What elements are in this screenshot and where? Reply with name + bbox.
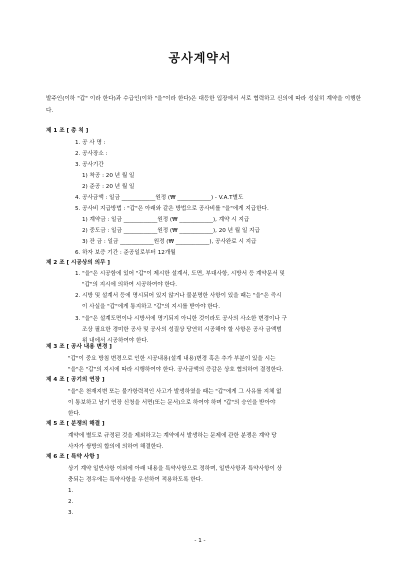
page-number: - 1 -: [194, 538, 206, 544]
obligation-3-line-1: 3. "을"은 설계도면이나 시방서에 명기되지 아니한 것이라도 공사의 사소한 변경이나 구: [75, 316, 287, 322]
obligation-3-line-3: 위 내에서 시공하여야 한다.: [82, 338, 149, 344]
special-clause-1: 1.: [68, 488, 74, 494]
obligation-2-line-2: 이 사실을 "갑"에게 통지하고 "갑"의 지시를 받아야 한다.: [82, 304, 220, 310]
obligation-1-line-1: 1. "을"은 시공함에 있어 "갑"이 제시한 설계서, 도면, 부대사항, 시방서 등 계약문서 및: [75, 271, 285, 277]
special-clause-3: 3.: [68, 510, 74, 516]
article-2-heading: 제 2 조 [ 시공상의 의무 ]: [46, 260, 110, 266]
payment-method-line: 5. 공사비 지급방법 : "갑"은 아래와 같은 방법으로 공사비를 "을"에게 지급한다.: [75, 206, 269, 212]
document-title: 공사계약서: [168, 51, 232, 65]
project-period-line: 3. 공사기간: [75, 162, 104, 168]
article-4-heading: 제 4 조 [ 공기의 연장 ]: [46, 377, 105, 383]
interim-payment-line: 2) 중도금 : 일금 ____________원정 (₩ ____________), 20 년 월 일 지급: [82, 228, 260, 234]
article-5-heading: 제 5 조 [ 분쟁의 해결 ]: [46, 421, 105, 427]
article-3-line-2: "을"은 "갑"의 지시에 따라 시행하여야 한다. 공사금액의 증감은 상호 협의하여 결정한다.: [68, 367, 284, 373]
article-5-line-2: 사자가 쌍방의 합의에 의하여 해결한다.: [68, 444, 164, 450]
special-clause-2: 2.: [68, 499, 74, 505]
intro-paragraph: 발주인(이하 "갑" 이라 한다)과 수급인(이하 "을"이라 한다)은 대등한 입장에서 서로 협력하고 신의에 따라 성실히 계약을 이행한다.: [46, 96, 361, 114]
obligation-3-line-2: 조상 필요한 경미한 공사 및 공사의 성질상 당연히 시공해야 할 사항은 공사 금액범: [82, 327, 282, 333]
project-name-line: 1. 공 사 명 :: [75, 140, 106, 146]
article-4-line-2: 이 통보하고 남기 연장 신청을 서면(또는 문서)으로 하여야 하며 "갑"의 승인을 받아야: [68, 400, 276, 406]
article-3-heading: 제 3 조 [ 공사 내용 변경 ]: [46, 344, 112, 350]
completion-date-line: 2) 준공 : 20 년 월 일: [82, 184, 135, 190]
article-6-line-1: 상기 계약 일반사항 이외에 아래 내용을 특약사항으로 정하며, 일반사항과 특약사항이 상: [68, 466, 283, 472]
article-6-line-2: 충되는 경우에는 특약사항을 우선하여 적용하도록 한다.: [68, 477, 203, 483]
obligation-2-line-1: 2. 시방 및 설계서 등에 명시되어 있지 않거나 불분명한 사항이 있을 때는 "을"은 즉시: [75, 293, 282, 299]
article-3-line-1: "갑"이 중요 방침 변경으로 인한 시공내용(설계 내용)변경 혹은 추가 부분이 있을 시는: [68, 356, 276, 362]
article-5-line-1: 계약에 별도로 규정된 것을 제외하고는 계약에서 발생하는 문제에 관한 분쟁은 계약 당: [68, 433, 277, 439]
project-location-line: 2. 공사장소 :: [75, 151, 108, 157]
warranty-period-line: 6. 하자 보증 기간 : 준공일로부터 12개월: [75, 250, 176, 256]
balance-payment-line: 3) 잔 금 : 일금 ____________원정 (₩ ____________), 공사완료 시 지급: [82, 239, 257, 245]
contract-amount-line: 4. 공사금액 : 일금 ____________원정 (₩ ____________) - V.A.T별도: [75, 195, 244, 201]
obligation-1-line-2: "갑"의 지시에 의하여 시공하여야 한다.: [82, 282, 178, 288]
start-date-line: 1) 착공 : 20 년 월 일: [82, 173, 135, 179]
article-1-heading: 제 1 조 [ 총 칙 ]: [46, 128, 89, 134]
down-payment-line: 1) 계약금 : 일금 ____________원정 (₩ ____________), 계약 시 지급: [82, 217, 250, 223]
article-4-line-1: "을"은 천재지변 또는 불가항력적인 사고가 발생하였을 때는 "갑"에게 그 사유를 지체 없: [68, 389, 282, 395]
article-4-line-3: 한다.: [68, 411, 81, 417]
article-6-heading: 제 6 조 [ 특약 사항 ]: [46, 454, 100, 460]
